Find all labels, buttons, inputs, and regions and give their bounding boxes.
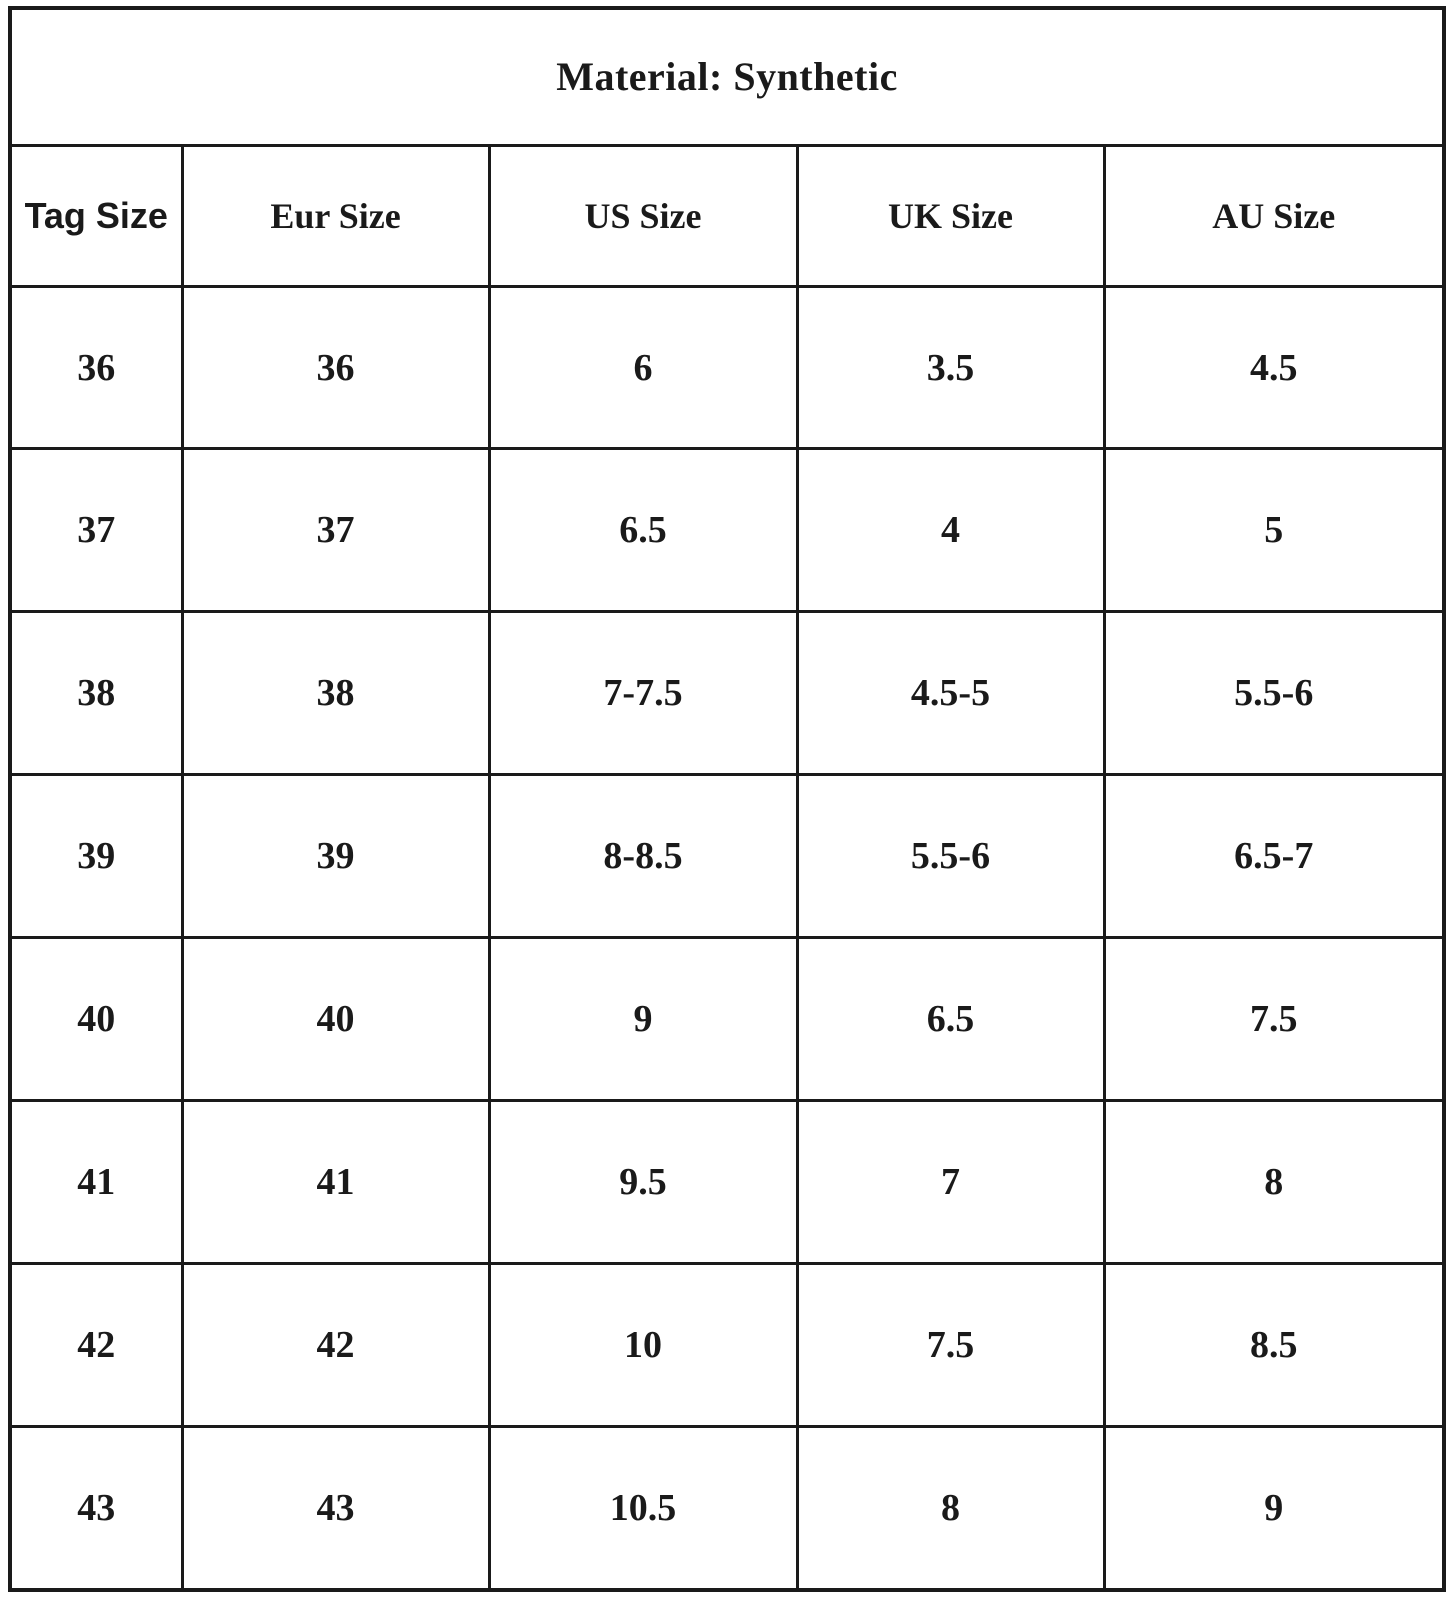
header-au-size: AU Size xyxy=(1104,145,1444,286)
cell-eur-size: 39 xyxy=(182,775,489,938)
cell-eur-size: 41 xyxy=(182,1101,489,1264)
cell-us-size: 9 xyxy=(489,938,797,1101)
cell-eur-size: 42 xyxy=(182,1264,489,1427)
cell-uk-size: 4.5-5 xyxy=(797,612,1104,775)
cell-us-size: 7-7.5 xyxy=(489,612,797,775)
header-uk-size: UK Size xyxy=(797,145,1104,286)
cell-tag-size: 39 xyxy=(10,775,182,938)
cell-tag-size: 38 xyxy=(10,612,182,775)
table-row xyxy=(10,286,1444,449)
table-title: Material: Synthetic xyxy=(10,8,1444,145)
cell-au-size: 8 xyxy=(1104,1101,1444,1264)
cell-tag-size: 36 xyxy=(10,286,182,449)
cell-uk-size: 6.5 xyxy=(797,938,1104,1101)
cell-tag-size: 42 xyxy=(10,1264,182,1427)
table-row xyxy=(10,1101,1444,1264)
cell-au-size: 9 xyxy=(1104,1427,1444,1590)
header-eur-size: Eur Size xyxy=(182,145,489,286)
cell-uk-size: 7 xyxy=(797,1101,1104,1264)
table-row xyxy=(10,449,1444,612)
header-tag-size: Tag Size xyxy=(10,145,182,286)
cell-uk-size: 8 xyxy=(797,1427,1104,1590)
cell-us-size: 10 xyxy=(489,1264,797,1427)
table-row xyxy=(10,1264,1444,1427)
cell-tag-size: 37 xyxy=(10,449,182,612)
cell-tag-size: 41 xyxy=(10,1101,182,1264)
cell-us-size: 8-8.5 xyxy=(489,775,797,938)
cell-au-size: 7.5 xyxy=(1104,938,1444,1101)
cell-us-size: 6 xyxy=(489,286,797,449)
cell-tag-size: 43 xyxy=(10,1427,182,1590)
table-row xyxy=(10,775,1444,938)
cell-us-size: 10.5 xyxy=(489,1427,797,1590)
header-row xyxy=(10,145,1444,286)
size-chart-table xyxy=(8,6,1446,1592)
table-row xyxy=(10,612,1444,775)
cell-uk-size: 7.5 xyxy=(797,1264,1104,1427)
cell-eur-size: 38 xyxy=(182,612,489,775)
cell-uk-size: 4 xyxy=(797,449,1104,612)
cell-au-size: 4.5 xyxy=(1104,286,1444,449)
table-row xyxy=(10,1427,1444,1590)
cell-au-size: 6.5-7 xyxy=(1104,775,1444,938)
cell-eur-size: 40 xyxy=(182,938,489,1101)
cell-eur-size: 37 xyxy=(182,449,489,612)
cell-au-size: 5.5-6 xyxy=(1104,612,1444,775)
header-us-size: US Size xyxy=(489,145,797,286)
cell-uk-size: 5.5-6 xyxy=(797,775,1104,938)
cell-au-size: 8.5 xyxy=(1104,1264,1444,1427)
cell-au-size: 5 xyxy=(1104,449,1444,612)
cell-eur-size: 36 xyxy=(182,286,489,449)
cell-uk-size: 3.5 xyxy=(797,286,1104,449)
table-row xyxy=(10,938,1444,1101)
cell-us-size: 9.5 xyxy=(489,1101,797,1264)
title-row xyxy=(10,8,1444,145)
cell-tag-size: 40 xyxy=(10,938,182,1101)
cell-eur-size: 43 xyxy=(182,1427,489,1590)
cell-us-size: 6.5 xyxy=(489,449,797,612)
